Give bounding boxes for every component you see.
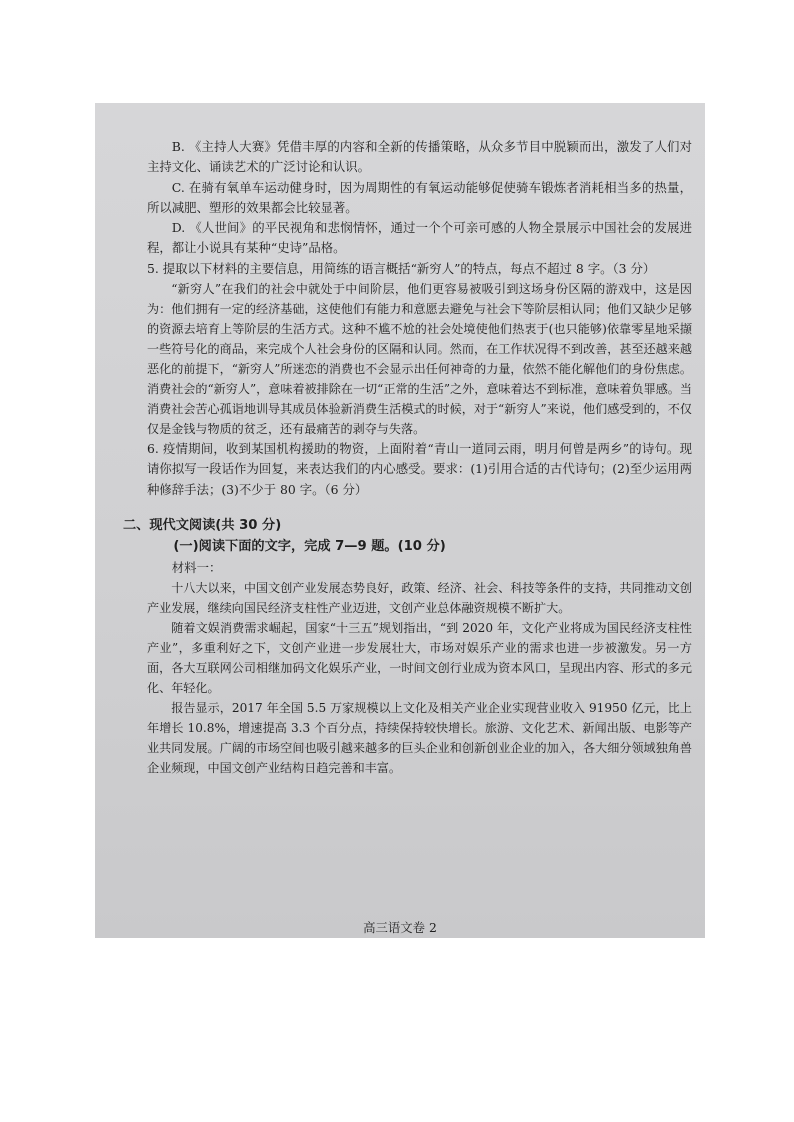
question-6: 6. 疫情期间，收到某国机构援助的物资，上面附着“青山一道同云雨，明月何曾是两乡”的诗句。现请你拟写一段话作为回复，来表达我们的内心感受。要求：(1)引用合适的古代诗句；(2)至少运用两种修辞手法；(3)不少于 80 字。（6 分） [147,441,692,497]
section-subheading: (一)阅读下面的文字，完成 7—9 题。(10 分) [173,539,446,555]
option-b: B. 《主持人大赛》凭借丰厚的内容和全新的传播策略，从众多节目中脱颖而出，激发了人们对主持文化、诵读艺术的广泛讨论和认识。 [147,139,692,175]
page-footer: 高三语文卷 2 [363,920,437,935]
scanned-exam-page [95,103,705,938]
material-paragraph-1: 十八大以来，中国文创产业发展态势良好，政策、经济、社会、科技等条件的支持，共同推动文创产业发展，继续向国民经济支柱性产业迈进，文创产业总体融资规模不断扩大。 [147,580,692,615]
question-5-passage: “新穷人”在我们的社会中就处于中间阶层，他们更容易被吸引到这场身份区隔的游戏中，这是因为：他们拥有一定的经济基础，这使他们有能力和意愿去避免与社会下等阶层相认同；他们又缺少足够的资源去培育上等阶层的生活方式。这种不尴不尬的社会处境使他们热衷于(也只能够)依靠零星地采撷一些符号化的商品，来完成个人社会身份的区隔和认同。然而，在工作状况得不到改善，甚至还越来越恶化的前提下，“新穷人”所迷恋的消费也不会显示出任何神奇的力量，依然不能化解他们的身份焦虑。消费社会的“新穷人”，意味着被排除在一切“正常的生活”之外，意味着达不到标准，意味着负罪感。当消费社会苦心孤诣地训导其成员体验新消费生活模式的时候，对于“新穷人”来说，他们感受到的，不仅仅是金钱与物质的贫乏，还有最痛苦的剥夺与失落。 [147,282,692,437]
question-5: 5. 提取以下材料的主要信息，用简练的语言概括“新穷人”的特点，每点不超过 8 字。（3 分） [147,260,656,276]
page-content [123,137,692,778]
material-paragraph-2: 随着文娱消费需求崛起，国家“十三五”规划指出，“到 2020 年，文化产业将成为国民经济支柱性产业”，多重利好之下，文创产业进一步发展壮大，市场对娱乐产业的需求也进一步被激发。另一方面，各大互联网公司相继加码文化娱乐产业，一时间文创行业成为资本风口，呈现出内容、形式的多元化、年轻化。 [147,620,692,695]
material-label: 材料一： [171,559,222,575]
option-d: D. 《人世间》的平民视角和悲悯情怀，通过一个个可亲可感的人物全景展示中国社会的发展进程，都让小说具有某种“史诗”品格。 [147,220,692,256]
option-c: C. 在骑有氧单车运动健身时，因为周期性的有氧运动能够促使骑车锻炼者消耗相当多的热量，所以减肥、塑形的效果都会比较显著。 [147,179,692,215]
material-paragraph-3: 报告显示，2017 年全国 5.5 万家规模以上文化及相关产业企业实现营业收入 91950 亿元，比上年增长 10.8%，增速提高 3.3 个百分点，持续保持较快增长。旅游、文化艺术、新闻出版、电影等产业共同发展。广阔的市场空间也吸引越来越多的巨头企业和创新创业企业的加入，各大细分领域独角兽企业频现，中国文创产业结构日趋完善和丰富。 [147,700,692,775]
section-heading: 二、现代文阅读(共 30 分) [123,517,282,533]
